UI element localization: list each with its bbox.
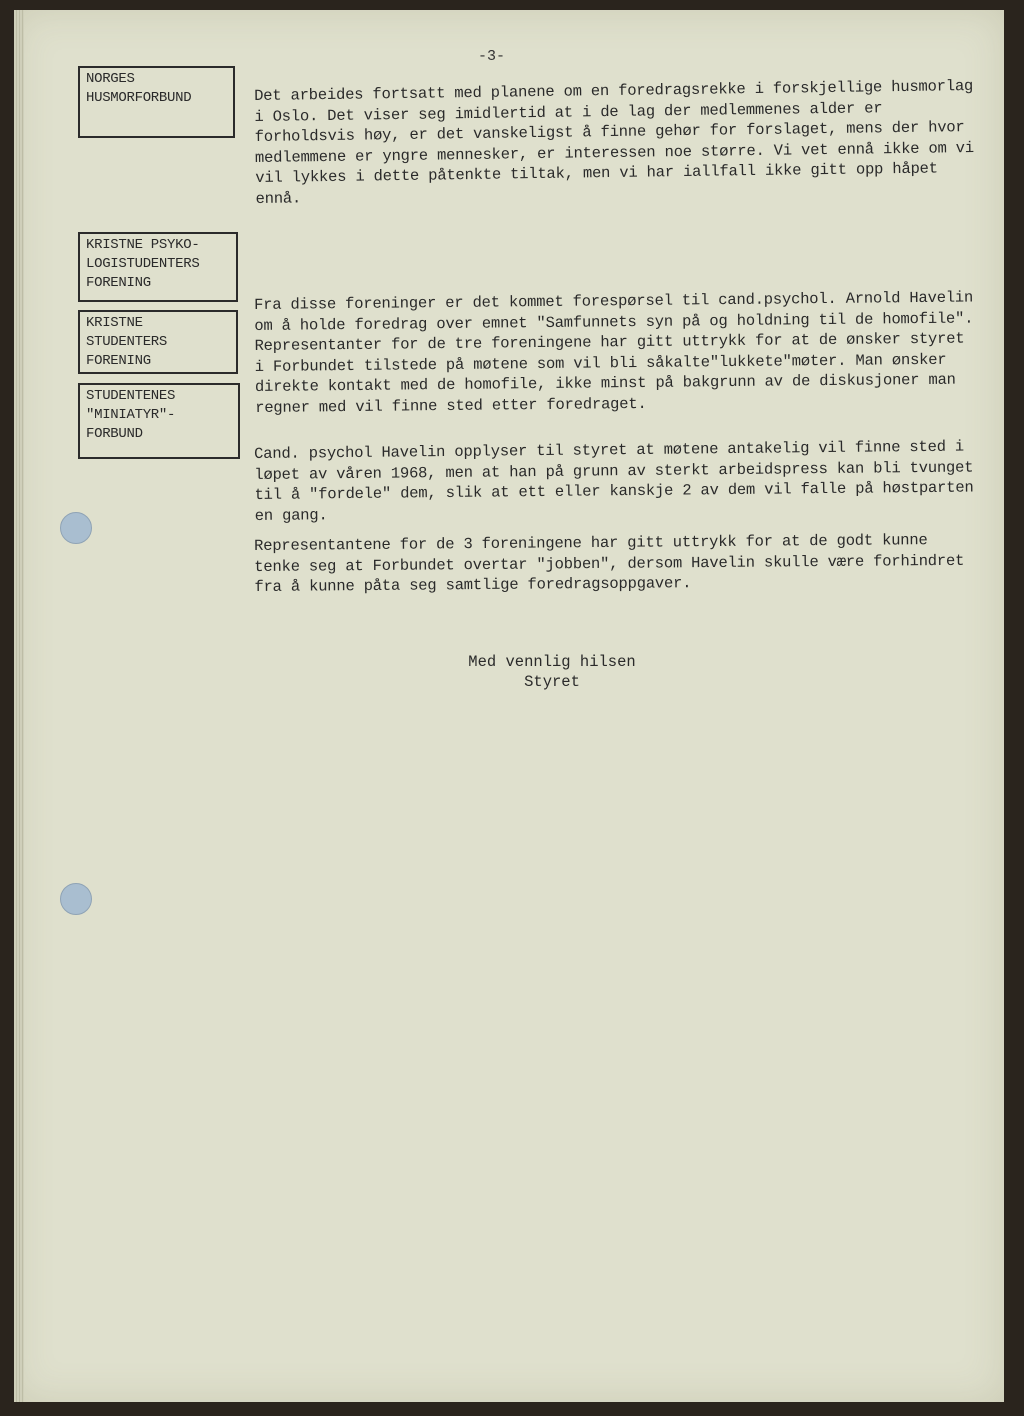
paragraph-foredrag-request: Fra disse foreninger er det kommet forespørsel til cand.psychol. Arnold Havelin om å holde foredrag over emnet "Samfunnets syn på og holdning til de homofile". Representanter for de tre foreningene har gitt uttrykk for at de ønsker styret i Forbundet tilstede på møtene som vil bli såkalte"lukkete"møter. Man ønsker direkte kontakt med de homofile, ikke minst på bakgrunn av de diskusjoner man regner med vil finne sted etter foredraget. [254, 288, 974, 417]
closing-greeting: Med vennlig hilsen [468, 653, 636, 671]
paper-stack-edge [14, 10, 24, 1402]
page-number: -3- [478, 48, 506, 65]
paragraph-representatives: Representantene for de 3 foreningene har gitt uttrykk for at de godt kunne tenke seg at Forbundet overtar "jobben", dersom Havelin skulle være forhindret fra å kunne påta seg samtlige foredragsoppgaver. [254, 531, 965, 596]
closing-block [462, 652, 642, 692]
org-kristne-psykologistudenters-forening: KRISTNE PSYKO- LOGISTUDENTERS FORENING [78, 232, 238, 302]
document-page [14, 10, 1004, 1402]
closing-signature: Styret [524, 673, 580, 691]
paragraph-husmorlag: Det arbeides fortsatt med planene om en foredragsrekke i forskjellige husmorlag i Oslo. Det viser seg imidlertid at i de lag der medlemmenes alder er forholdsvis høy, er det vanskeligst å finne gehør for forslaget, mens der hvor medlemmene er yngre mennesker, er interessen noe større. Vi vet ennå ikke om vi vil lykkes i dette påtenkte tiltak, men vi har iallfall ikke gitt opp håpet ennå. [254, 76, 975, 208]
punch-hole-icon [60, 512, 92, 544]
punch-hole-icon [60, 883, 92, 915]
org-kristne-studenters-forening: KRISTNE STUDENTERS FORENING [78, 310, 238, 374]
paragraph-havelin-schedule: Cand. psychol Havelin opplyser til styret at møtene antakelig vil finne sted i løpet av våren 1968, men at han på grunn av sterkt arbeidspress kan bli tvunget til å "fordele" dem, slik at ett eller kanskje 2 av dem vil falle på høstparten en gang. [254, 437, 974, 525]
org-norges-husmorforbund: NORGES HUSMORFORBUND [78, 66, 235, 138]
org-studentenes-miniatyr-forbund: STUDENTENES "MINIATYR"- FORBUND [78, 383, 240, 459]
